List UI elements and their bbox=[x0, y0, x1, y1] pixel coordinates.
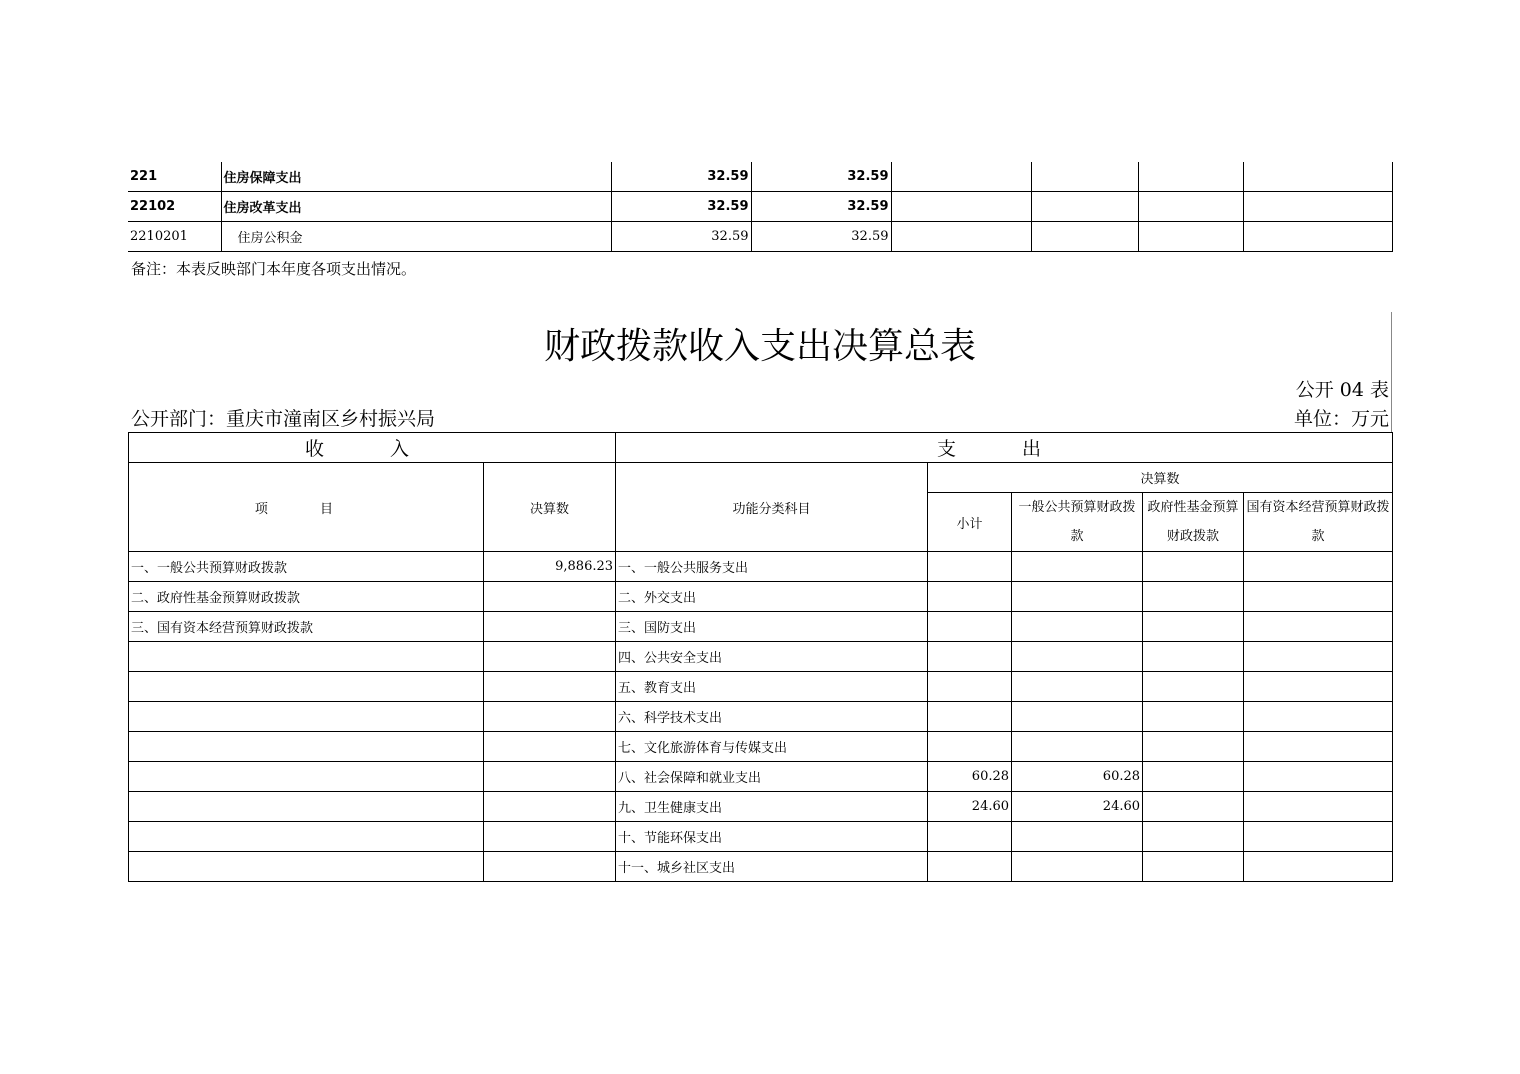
cell-func: 一、一般公共服务支出 bbox=[616, 552, 928, 582]
table-row bbox=[129, 672, 1393, 702]
cell-income-item bbox=[129, 642, 484, 672]
form-number: 公开 04 表 bbox=[1295, 379, 1389, 401]
cell-income-amount bbox=[484, 732, 616, 762]
cell-state-capital bbox=[1244, 612, 1393, 642]
cell-income-amount bbox=[484, 582, 616, 612]
cell-v1: 32.59 bbox=[611, 222, 751, 252]
cell-income-amount bbox=[484, 852, 616, 882]
cell-v1: 32.59 bbox=[611, 162, 751, 192]
table-row bbox=[129, 612, 1393, 642]
cell-subtotal bbox=[928, 582, 1012, 612]
table-row bbox=[129, 702, 1393, 732]
cell-income-amount bbox=[484, 762, 616, 792]
cell-gov-fund bbox=[1143, 642, 1244, 672]
cell-empty bbox=[1243, 192, 1392, 222]
cell-subtotal: 60.28 bbox=[928, 762, 1012, 792]
cell-income-item bbox=[129, 792, 484, 822]
cell-general bbox=[1012, 852, 1143, 882]
cell-gov-fund bbox=[1143, 702, 1244, 732]
cell-state-capital bbox=[1244, 852, 1393, 882]
cell-general bbox=[1012, 642, 1143, 672]
cell-gov-fund bbox=[1143, 762, 1244, 792]
cell-func: 八、社会保障和就业支出 bbox=[616, 762, 928, 792]
table-row bbox=[129, 642, 1393, 672]
cell-state-capital bbox=[1244, 702, 1393, 732]
col-header-item: 项 目 bbox=[129, 463, 484, 552]
cell-gov-fund bbox=[1143, 582, 1244, 612]
table-row bbox=[129, 792, 1393, 822]
cell-income-amount bbox=[484, 612, 616, 642]
cell-general bbox=[1012, 582, 1143, 612]
cell-income-item bbox=[129, 732, 484, 762]
cell-subtotal bbox=[928, 672, 1012, 702]
cell-gov-fund bbox=[1143, 822, 1244, 852]
cell-func: 十一、城乡社区支出 bbox=[616, 852, 928, 882]
cell-func: 七、文化旅游体育与传媒支出 bbox=[616, 732, 928, 762]
cell-gov-fund bbox=[1143, 732, 1244, 762]
income-section-header: 收 入 bbox=[129, 433, 616, 463]
cell-empty bbox=[891, 162, 1031, 192]
unit-label: 单位：万元 bbox=[1293, 408, 1389, 430]
cell-income-item bbox=[129, 852, 484, 882]
cell-subtotal bbox=[928, 642, 1012, 672]
cell-subtotal: 24.60 bbox=[928, 792, 1012, 822]
cell-v1: 32.59 bbox=[611, 192, 751, 222]
cell-empty bbox=[1243, 162, 1392, 192]
col-header-subtotal: 小计 bbox=[928, 493, 1012, 552]
table-row bbox=[129, 822, 1393, 852]
table-row bbox=[129, 552, 1393, 582]
cell-empty bbox=[1031, 222, 1138, 252]
cell-income-amount bbox=[484, 822, 616, 852]
page-title: 财政拨款收入支出决算总表 bbox=[543, 326, 976, 367]
fiscal-summary-body bbox=[129, 552, 1393, 882]
cell-gov-fund bbox=[1143, 852, 1244, 882]
cell-func: 四、公共安全支出 bbox=[616, 642, 928, 672]
col-header-gov-fund: 政府性基金预算财政拨款 bbox=[1143, 493, 1244, 552]
table-row bbox=[129, 762, 1393, 792]
cell-empty bbox=[891, 222, 1031, 252]
cell-empty bbox=[1031, 162, 1138, 192]
cell-empty bbox=[1031, 192, 1138, 222]
cell-income-amount bbox=[484, 702, 616, 732]
cell-func: 五、教育支出 bbox=[616, 672, 928, 702]
col-header-state-capital: 国有资本经营预算财政拨款 bbox=[1244, 493, 1393, 552]
cell-general bbox=[1012, 822, 1143, 852]
cell-income-item: 三、国有资本经营预算财政拨款 bbox=[129, 612, 484, 642]
cell-empty bbox=[1243, 222, 1392, 252]
cell-subtotal bbox=[928, 732, 1012, 762]
cell-func: 二、外交支出 bbox=[616, 582, 928, 612]
cell-func: 十、节能环保支出 bbox=[616, 822, 928, 852]
cell-general bbox=[1012, 552, 1143, 582]
col-header-final: 决算数 bbox=[928, 463, 1393, 493]
cell-gov-fund bbox=[1143, 552, 1244, 582]
cell-empty bbox=[1138, 222, 1243, 252]
expense-detail-body bbox=[128, 162, 1392, 252]
cell-gov-fund bbox=[1143, 672, 1244, 702]
cell-general bbox=[1012, 702, 1143, 732]
cell-general bbox=[1012, 732, 1143, 762]
cell-general: 60.28 bbox=[1012, 762, 1143, 792]
cell-state-capital bbox=[1244, 732, 1393, 762]
cell-empty bbox=[1138, 192, 1243, 222]
cell-subtotal bbox=[928, 702, 1012, 732]
cell-gov-fund bbox=[1143, 612, 1244, 642]
cell-func: 三、国防支出 bbox=[616, 612, 928, 642]
table-row bbox=[129, 582, 1393, 612]
cell-income-item: 二、政府性基金预算财政拨款 bbox=[129, 582, 484, 612]
fiscal-summary-table bbox=[128, 432, 1393, 882]
table-row bbox=[129, 732, 1393, 762]
cell-general bbox=[1012, 672, 1143, 702]
col-header-amount: 决算数 bbox=[484, 463, 616, 552]
cell-code: 2210201 bbox=[128, 222, 221, 252]
cell-income-item bbox=[129, 702, 484, 732]
cell-general bbox=[1012, 612, 1143, 642]
cell-state-capital bbox=[1244, 642, 1393, 672]
department-label: 公开部门：重庆市潼南区乡村振兴局 bbox=[131, 408, 436, 430]
cell-income-item bbox=[129, 822, 484, 852]
cell-income-item: 一、一般公共预算财政拨款 bbox=[129, 552, 484, 582]
cell-func: 九、卫生健康支出 bbox=[616, 792, 928, 822]
table-row bbox=[128, 162, 1392, 192]
cell-state-capital bbox=[1244, 582, 1393, 612]
table-row bbox=[128, 222, 1392, 252]
cell-v2: 32.59 bbox=[751, 162, 891, 192]
expense-detail-table bbox=[128, 162, 1393, 252]
col-header-general: 一般公共预算财政拨款 bbox=[1012, 493, 1143, 552]
cell-subtotal bbox=[928, 822, 1012, 852]
cell-code: 22102 bbox=[128, 192, 221, 222]
cell-state-capital bbox=[1244, 822, 1393, 852]
cell-subtotal bbox=[928, 852, 1012, 882]
cell-code: 221 bbox=[128, 162, 221, 192]
table-row bbox=[129, 852, 1393, 882]
cell-func: 六、科学技术支出 bbox=[616, 702, 928, 732]
cell-income-item bbox=[129, 672, 484, 702]
cell-empty bbox=[891, 192, 1031, 222]
cell-state-capital bbox=[1244, 762, 1393, 792]
cell-name: 住房改革支出 bbox=[221, 192, 611, 222]
cell-empty bbox=[1138, 162, 1243, 192]
col-header-function: 功能分类科目 bbox=[616, 463, 928, 552]
table-row bbox=[128, 192, 1392, 222]
cell-v2: 32.59 bbox=[751, 192, 891, 222]
cell-state-capital bbox=[1244, 672, 1393, 702]
cell-state-capital bbox=[1244, 552, 1393, 582]
cell-income-amount bbox=[484, 792, 616, 822]
cell-subtotal bbox=[928, 612, 1012, 642]
cell-income-amount: 9,886.23 bbox=[484, 552, 616, 582]
cell-v2: 32.59 bbox=[751, 222, 891, 252]
table-note: 备注：本表反映部门本年度各项支出情况。 bbox=[131, 260, 417, 278]
cell-state-capital bbox=[1244, 792, 1393, 822]
cell-general: 24.60 bbox=[1012, 792, 1143, 822]
cell-income-item bbox=[129, 762, 484, 792]
cell-income-amount bbox=[484, 642, 616, 672]
cell-gov-fund bbox=[1143, 792, 1244, 822]
cell-income-amount bbox=[484, 672, 616, 702]
cell-subtotal bbox=[928, 552, 1012, 582]
cell-name: 住房保障支出 bbox=[221, 162, 611, 192]
cell-name: 住房公积金 bbox=[221, 222, 611, 252]
expense-section-header: 支 出 bbox=[616, 433, 1393, 463]
